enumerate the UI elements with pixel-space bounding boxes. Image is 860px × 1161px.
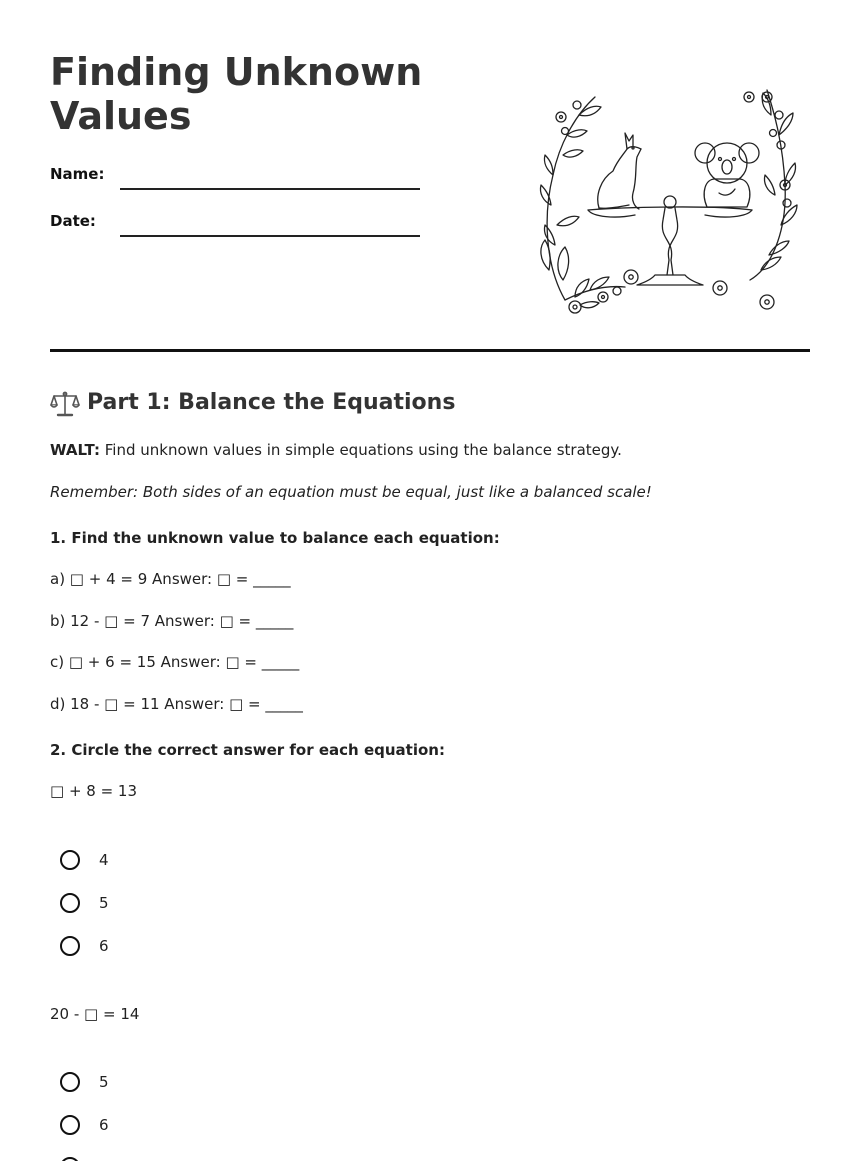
- question-1d: d) 18 - □ = 11 Answer: □ = _____: [50, 695, 303, 713]
- walt-statement: [50, 441, 622, 459]
- equation-1-option[interactable]: [60, 850, 260, 876]
- date-label: Date:: [50, 212, 96, 230]
- title-line-2: Values: [50, 94, 192, 138]
- radio-circle[interactable]: [60, 850, 80, 870]
- walt-text: Find unknown values in simple equations using the balance strategy.: [99, 441, 622, 459]
- kangaroo-koala-balance-scale-illustration: [535, 75, 805, 320]
- radio-circle[interactable]: [60, 1115, 80, 1135]
- question-1a: a) □ + 4 = 9 Answer: □ = _____: [50, 570, 291, 588]
- option-label: 5: [99, 894, 109, 912]
- header-divider: [50, 349, 810, 352]
- date-line[interactable]: [120, 235, 420, 237]
- name-line[interactable]: [120, 188, 420, 190]
- name-field[interactable]: [50, 165, 420, 191]
- option-label: 4: [99, 851, 109, 869]
- balance-scale-icon: [50, 390, 80, 418]
- question-1c: c) □ + 6 = 15 Answer: □ = _____: [50, 653, 300, 671]
- part1-title: Part 1: Balance the Equations: [87, 390, 456, 415]
- worksheet-title: [50, 50, 490, 138]
- equation-1-option[interactable]: [60, 893, 260, 919]
- title-line-1: Finding Unknown: [50, 50, 423, 94]
- walt-label: WALT:: [50, 441, 100, 459]
- equation-2-option[interactable]: [60, 1115, 260, 1141]
- question-1b: b) 12 - □ = 7 Answer: □ = _____: [50, 612, 294, 630]
- equation-2-option-partial[interactable]: [60, 1157, 260, 1161]
- name-label: Name:: [50, 165, 105, 183]
- radio-circle[interactable]: [60, 893, 80, 913]
- option-label: 6: [99, 1116, 109, 1134]
- remember-note: Remember: Both sides of an equation must be equal, just like a balanced scale!: [50, 483, 652, 501]
- question-1-prompt: 1. Find the unknown value to balance each equation:: [50, 529, 500, 547]
- equation-2: 20 - □ = 14: [50, 1005, 140, 1023]
- question-2-prompt: 2. Circle the correct answer for each equation:: [50, 741, 445, 759]
- radio-circle[interactable]: [60, 1157, 80, 1161]
- equation-2-option[interactable]: [60, 1072, 260, 1098]
- date-field[interactable]: [50, 212, 420, 238]
- equation-1: □ + 8 = 13: [50, 782, 138, 800]
- radio-circle[interactable]: [60, 936, 80, 956]
- radio-circle[interactable]: [60, 1072, 80, 1092]
- equation-1-option[interactable]: [60, 936, 260, 962]
- option-label: 6: [99, 937, 109, 955]
- option-label: 5: [99, 1073, 109, 1091]
